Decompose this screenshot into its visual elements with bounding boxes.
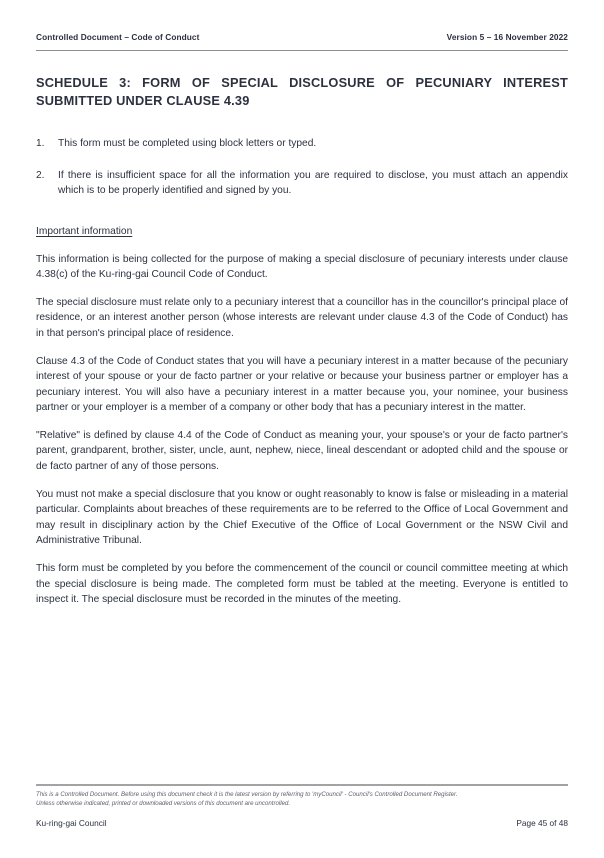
list-item [36, 136, 568, 151]
paragraph-false-misleading: You must not make a special disclosure that you know or ought reasonably to know is false or misleading in a material particular. Complaints about breaches of these requirements are to be referred to the Office of Local Government and may result in disciplinary action by the Chief Executive of the Office of Local Government or the NSW Civil and Administrative Tribunal. [36, 489, 568, 546]
section-heading-important-information: Important information [36, 226, 133, 238]
page-header [36, 32, 568, 42]
footer-organisation: Ku-ring-gai Council [36, 818, 107, 828]
list-item-marker: 2. [36, 169, 45, 181]
footer-divider [36, 784, 568, 786]
header-document-title: Controlled Document – Code of Conduct [36, 32, 200, 42]
page-title [36, 74, 568, 110]
paragraph-special-disclosure-scope: The special disclosure must relate only to a pecuniary interest that a councillor has in the councillor's principal place of residence, or an interest another person (whose interests are relevant under clause 4.3 of the Code of Conduct) has in that person's principal place of residence. [36, 297, 568, 339]
page-title-line-1: SCHEDULE 3: FORM OF SPECIAL DISCLOSURE OF PECUNIARY INTEREST [36, 75, 568, 90]
list-item [36, 168, 568, 199]
document-content [36, 74, 568, 607]
header-divider [36, 50, 568, 51]
header-version: Version 5 – 16 November 2022 [446, 32, 568, 42]
footer-disclaimer-line-2: Unless otherwise indicated, printed or downloaded versions of this document are uncontrolled. [36, 800, 291, 808]
page-title-line-2: SUBMITTED UNDER CLAUSE 4.39 [36, 93, 250, 109]
footer-disclaimer-line-1: This is a Controlled Document. Before using this document check it is the latest version by referring to 'myCouncil' - Council's Controlled Document Register. [36, 791, 458, 798]
footer-disclaimer [36, 790, 568, 809]
footer-page-number: Page 45 of 48 [516, 818, 568, 828]
list-item-marker: 1. [36, 138, 45, 150]
paragraph-clause-4-3: Clause 4.3 of the Code of Conduct states that you will have a pecuniary interest in a matter because of the pecuniary interest of your spouse or your de facto partner or your relative or because your business partner or employer has a pecuniary interest. You will also have a pecuniary interest in a matter because you, your nominee, your business partner or your employer is a member of a company or other body that has a pecuniary interest in the matter. [36, 355, 568, 413]
list-item-text: If there is insufficient space for all the information you are required to disclose, you must attach an appendix which is to be properly identified and signed by you. [58, 169, 568, 196]
paragraph-purpose: This information is being collected for the purpose of making a special disclosure of pecuniary interests under clause 4.38(c) of the Ku-ring-gai Council Code of Conduct. [36, 253, 568, 280]
instructions-list [36, 136, 568, 198]
list-item-text: This form must be completed using block letters or typed. [58, 138, 317, 150]
paragraph-relative-definition: "Relative" is defined by clause 4.4 of the Code of Conduct as meaning your, your spouse's or your de facto partner's parent, grandparent, brother, sister, uncle, aunt, nephew, niece, lineal descendant or adopted child and the spouse or de facto partner of any of those persons. [36, 430, 568, 472]
paragraph-completion-requirements: This form must be completed by you before the commencement of the council or council committee meeting at which the special disclosure is being made. The completed form must be tabled at the meeting. Everyone is entitled to inspect it. The special disclosure must be recorded in the minutes of the meeting. [36, 563, 568, 605]
page-footer [36, 818, 568, 828]
